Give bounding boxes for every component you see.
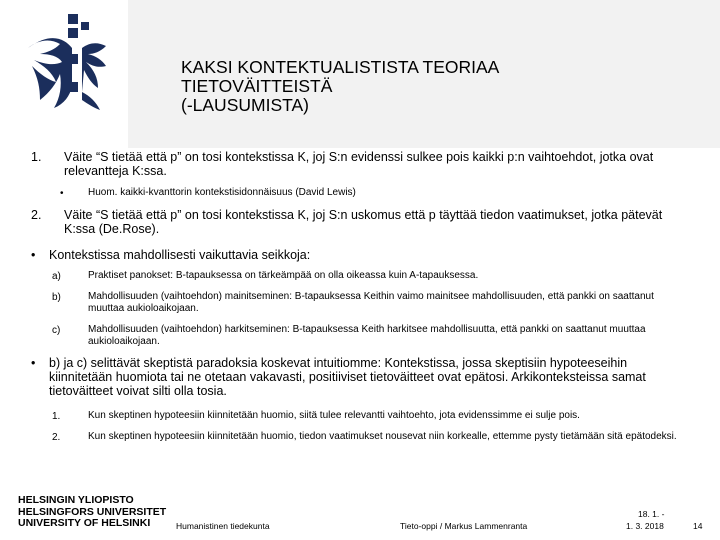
list-text: b) ja c) selittävät skeptistä paradoksia koskevat intuitiomme: Kontekstissa, jossa skeptisiin hypoteeseihin kiinnitetään huomiota tai ne otetaan vakavasti, positiiviset tietoväitteet ovat epätosi. Arkikonteksteissa samat tietoväitteet voivat silti olla tosia. xyxy=(49,356,646,398)
list-text: Väite “S tietää että p” on tosi kontekstissa K, joj S:n evidenssi sulkee pois kaikki p:n vaihtoehdot, jotka ovat relevantteja K:ssa. xyxy=(64,150,654,178)
list-text: Kun skeptinen hypoteesiin kiinnitetään huomio, siitä tulee relevantti vaihtoehto, jota evidenssimme ei sulje pois. xyxy=(88,410,580,421)
list-marker: a) xyxy=(52,271,61,282)
list-text: Huom. kaikki-kvanttorin kontekstisidonnäisuus (David Lewis) xyxy=(88,187,356,198)
list-marker: b) xyxy=(52,292,61,303)
list-text: Kontekstissa mahdollisesti vaikuttavia seikkoja: xyxy=(49,248,311,262)
list-marker: • xyxy=(60,188,64,199)
university-logo-icon xyxy=(10,8,140,118)
list-text: Mahdollisuuden (vaihtoehdon) harkitseminen: B-tapauksessa Keith harkitsee mahdollisuutta, että pankki on saattanut muuttaa aukioloaikojaan. xyxy=(88,324,646,347)
list-marker: c) xyxy=(52,325,61,336)
list-marker: • xyxy=(31,356,36,370)
list-text: Mahdollisuuden (vaihtoehdon) mainitseminen: B-tapauksessa Keithin vaimo mainitsee mahdollisuuden, että pankki on saattanut muuttaa aukioloaikojaan. xyxy=(88,291,654,314)
list-text: Kun skeptinen hypoteesiin kiinnitetään huomio, tiedon vaatimukset nousevat niin korkealle, ettemme pysty tietämään sitä epätodeksi. xyxy=(88,431,677,442)
list-marker: 2. xyxy=(52,432,61,443)
title-line-1: KAKSI KONTEKTUALISTISTA TEORIAA xyxy=(181,57,500,77)
university-name-sv: HELSINGFORS UNIVERSITET xyxy=(18,505,167,518)
list-text: Väite “S tietää että p” on tosi kontekstissa K, joj S:n uskomus että p täyttää tiedon vaatimukset, jotka pätevät K:ssa (De.Rose). xyxy=(64,208,663,236)
title-line-2: TIETOVÄITTEISTÄ xyxy=(181,76,333,96)
university-name-en: UNIVERSITY OF HELSINKI xyxy=(18,517,151,529)
footer-page-number: 14 xyxy=(693,521,703,531)
title-line-3: (-LAUSUMISTA) xyxy=(181,95,310,115)
list-text: Praktiset panokset: B-tapauksessa on tärkeämpää on olla oikeassa kuin A-tapauksessa. xyxy=(88,270,479,281)
footer-author: Tieto-oppi / Markus Lammenranta xyxy=(400,521,528,531)
list-marker: 1. xyxy=(52,411,61,422)
footer-date-line-1: 18. 1. - xyxy=(638,509,665,519)
list-marker: 1. xyxy=(31,150,42,164)
footer-date-line-2: 1. 3. 2018 xyxy=(626,521,664,531)
slide-title xyxy=(181,58,681,115)
university-name xyxy=(18,495,166,530)
list-marker: 2. xyxy=(31,208,42,222)
list-marker: • xyxy=(31,248,36,262)
university-name-fi: HELSINGIN YLIOPISTO xyxy=(18,494,134,506)
footer-faculty: Humanistinen tiedekunta xyxy=(176,521,270,531)
